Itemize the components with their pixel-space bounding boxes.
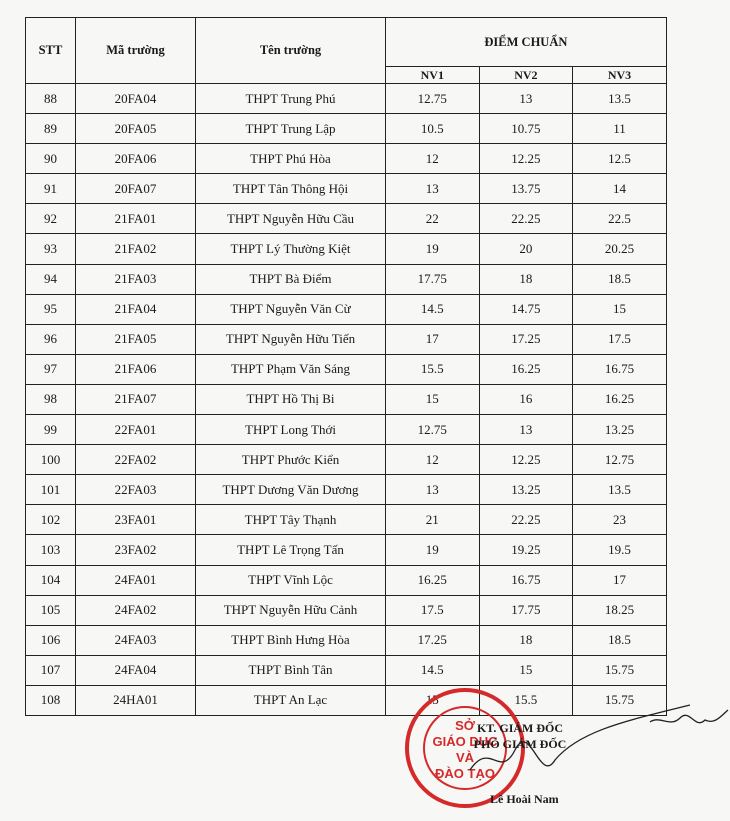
cell-nv3: 13.25 <box>573 415 667 445</box>
cell-nv1: 21 <box>386 505 480 535</box>
table-row <box>26 565 667 595</box>
table-row <box>26 655 667 685</box>
cell-nv3: 18.25 <box>573 595 667 625</box>
cell-school-code: 24FA01 <box>76 565 196 595</box>
cell-nv2: 13.75 <box>479 174 573 204</box>
cell-stt: 91 <box>26 174 76 204</box>
cell-stt: 106 <box>26 625 76 655</box>
table-row <box>26 595 667 625</box>
cell-nv2: 17.25 <box>479 324 573 354</box>
cell-school-name: THPT An Lạc <box>196 685 386 715</box>
cell-nv2: 18 <box>479 625 573 655</box>
table-row <box>26 535 667 565</box>
cell-stt: 98 <box>26 384 76 414</box>
cell-stt: 105 <box>26 595 76 625</box>
cell-stt: 93 <box>26 234 76 264</box>
cell-stt: 94 <box>26 264 76 294</box>
cell-stt: 95 <box>26 294 76 324</box>
header-nv3: NV3 <box>573 67 667 84</box>
cell-nv3: 23 <box>573 505 667 535</box>
cell-stt: 96 <box>26 324 76 354</box>
cell-school-code: 20FA05 <box>76 114 196 144</box>
cell-stt: 103 <box>26 535 76 565</box>
cell-nv3: 12.5 <box>573 144 667 174</box>
cell-stt: 99 <box>26 415 76 445</box>
cell-stt: 92 <box>26 204 76 234</box>
cell-nv1: 15.5 <box>386 354 480 384</box>
cell-nv2: 22.25 <box>479 204 573 234</box>
table-row <box>26 204 667 234</box>
cell-nv1: 17.25 <box>386 625 480 655</box>
cell-nv1: 13 <box>386 174 480 204</box>
cell-school-name: THPT Trung Lập <box>196 114 386 144</box>
cell-school-code: 21FA07 <box>76 384 196 414</box>
cell-nv3: 14 <box>573 174 667 204</box>
cell-school-code: 21FA05 <box>76 324 196 354</box>
signature-line-2: PHÓ GIÁM ĐỐC <box>473 737 567 751</box>
stamp-line: GIÁO DỤC <box>432 734 498 749</box>
cell-school-code: 21FA06 <box>76 354 196 384</box>
signature-line-1: KT. GIÁM ĐỐC <box>476 721 564 735</box>
handwritten-signature <box>460 700 730 800</box>
cell-nv3: 16.25 <box>573 384 667 414</box>
cell-nv1: 17 <box>386 324 480 354</box>
cell-school-code: 22FA03 <box>76 475 196 505</box>
table-row <box>26 174 667 204</box>
cell-nv3: 19.5 <box>573 535 667 565</box>
cell-nv2: 15 <box>479 655 573 685</box>
cell-stt: 104 <box>26 565 76 595</box>
cell-nv1: 22 <box>386 204 480 234</box>
cell-school-name: THPT Nguyễn Hữu Cảnh <box>196 595 386 625</box>
cell-nv2: 16.25 <box>479 354 573 384</box>
table-row <box>26 505 667 535</box>
cell-school-code: 24FA03 <box>76 625 196 655</box>
stamp-line: VÀ <box>455 750 475 765</box>
cell-nv3: 15 <box>573 294 667 324</box>
cell-nv3: 13.5 <box>573 84 667 114</box>
table-row <box>26 625 667 655</box>
cell-school-code: 21FA04 <box>76 294 196 324</box>
cell-stt: 97 <box>26 354 76 384</box>
cell-nv1: 15 <box>386 685 480 715</box>
table-row <box>26 475 667 505</box>
cell-school-code: 21FA03 <box>76 264 196 294</box>
cell-nv3: 15.75 <box>573 655 667 685</box>
cell-school-name: THPT Trung Phú <box>196 84 386 114</box>
stamp-line: ĐÀO TẠO <box>435 766 495 781</box>
cell-nv2: 14.75 <box>479 294 573 324</box>
cell-school-code: 20FA06 <box>76 144 196 174</box>
cell-nv2: 17.75 <box>479 595 573 625</box>
cell-stt: 102 <box>26 505 76 535</box>
table-header <box>26 18 667 84</box>
cell-nv3: 12.75 <box>573 445 667 475</box>
cell-stt: 90 <box>26 144 76 174</box>
cell-nv1: 12 <box>386 144 480 174</box>
cell-school-code: 24HA01 <box>76 685 196 715</box>
signer-name: Lê Hoài Nam <box>490 792 559 806</box>
cell-nv2: 19.25 <box>479 535 573 565</box>
header-nv1: NV1 <box>386 67 480 84</box>
cell-nv3: 15.75 <box>573 685 667 715</box>
cell-nv1: 16.25 <box>386 565 480 595</box>
cell-nv2: 20 <box>479 234 573 264</box>
cell-school-name: THPT Bình Tân <box>196 655 386 685</box>
table-row <box>26 354 667 384</box>
cell-school-name: THPT Vĩnh Lộc <box>196 565 386 595</box>
cell-nv1: 15 <box>386 384 480 414</box>
table-row <box>26 264 667 294</box>
cell-nv3: 18.5 <box>573 264 667 294</box>
cell-nv2: 13.25 <box>479 475 573 505</box>
cell-school-code: 20FA04 <box>76 84 196 114</box>
cell-nv2: 13 <box>479 415 573 445</box>
cell-school-name: THPT Phú Hòa <box>196 144 386 174</box>
cell-nv3: 16.75 <box>573 354 667 384</box>
cell-nv2: 16.75 <box>479 565 573 595</box>
cell-school-name: THPT Nguyễn Hữu Tiến <box>196 324 386 354</box>
admission-scores-table <box>25 17 667 716</box>
cell-school-name: THPT Phước Kiển <box>196 445 386 475</box>
cell-nv3: 17 <box>573 565 667 595</box>
cell-nv3: 17.5 <box>573 324 667 354</box>
table-row <box>26 114 667 144</box>
header-school-name: Tên trường <box>196 18 386 84</box>
cell-stt: 107 <box>26 655 76 685</box>
cell-nv1: 10.5 <box>386 114 480 144</box>
cell-nv3: 22.5 <box>573 204 667 234</box>
cell-school-code: 24FA02 <box>76 595 196 625</box>
cell-nv3: 20.25 <box>573 234 667 264</box>
table-row <box>26 144 667 174</box>
cell-stt: 89 <box>26 114 76 144</box>
cell-school-name: THPT Lê Trọng Tấn <box>196 535 386 565</box>
cell-school-code: 20FA07 <box>76 174 196 204</box>
cell-nv1: 19 <box>386 535 480 565</box>
cell-stt: 101 <box>26 475 76 505</box>
cell-stt: 88 <box>26 84 76 114</box>
cell-nv3: 11 <box>573 114 667 144</box>
table-row <box>26 445 667 475</box>
header-benchmark-score: ĐIỂM CHUẨN <box>386 18 667 67</box>
cell-school-name: THPT Phạm Văn Sáng <box>196 354 386 384</box>
cell-school-name: THPT Nguyễn Hữu Cầu <box>196 204 386 234</box>
header-school-code: Mã trường <box>76 18 196 84</box>
table-row <box>26 384 667 414</box>
cell-nv3: 18.5 <box>573 625 667 655</box>
cell-school-code: 23FA01 <box>76 505 196 535</box>
cell-nv1: 17.75 <box>386 264 480 294</box>
cell-school-name: THPT Tân Thông Hội <box>196 174 386 204</box>
header-stt: STT <box>26 18 76 84</box>
cell-nv1: 19 <box>386 234 480 264</box>
cell-nv2: 18 <box>479 264 573 294</box>
cell-stt: 100 <box>26 445 76 475</box>
cell-school-name: THPT Lý Thường Kiệt <box>196 234 386 264</box>
cell-school-code: 22FA02 <box>76 445 196 475</box>
cell-school-code: 23FA02 <box>76 535 196 565</box>
cell-nv1: 14.5 <box>386 294 480 324</box>
cell-school-name: THPT Dương Văn Dương <box>196 475 386 505</box>
cell-school-code: 22FA01 <box>76 415 196 445</box>
cell-nv2: 12.25 <box>479 445 573 475</box>
cell-stt: 108 <box>26 685 76 715</box>
cell-nv1: 17.5 <box>386 595 480 625</box>
table-row <box>26 294 667 324</box>
cell-nv2: 13 <box>479 84 573 114</box>
cell-school-name: THPT Bình Hưng Hòa <box>196 625 386 655</box>
cell-school-code: 24FA04 <box>76 655 196 685</box>
cell-school-code: 21FA01 <box>76 204 196 234</box>
cell-nv1: 13 <box>386 475 480 505</box>
cell-nv2: 10.75 <box>479 114 573 144</box>
cell-nv2: 16 <box>479 384 573 414</box>
cell-nv1: 12.75 <box>386 84 480 114</box>
cell-school-name: THPT Long Thới <box>196 415 386 445</box>
cell-school-code: 21FA02 <box>76 234 196 264</box>
table-body <box>26 84 667 716</box>
table-row <box>26 324 667 354</box>
cell-nv2: 15.5 <box>479 685 573 715</box>
cell-nv3: 13.5 <box>573 475 667 505</box>
table-row <box>26 415 667 445</box>
cell-nv2: 12.25 <box>479 144 573 174</box>
cell-school-name: THPT Tây Thạnh <box>196 505 386 535</box>
header-nv2: NV2 <box>479 67 573 84</box>
cell-school-name: THPT Bà Điểm <box>196 264 386 294</box>
cell-nv1: 14.5 <box>386 655 480 685</box>
stamp-line: SỞ <box>455 718 475 733</box>
cell-school-name: THPT Nguyễn Văn Cừ <box>196 294 386 324</box>
cell-school-name: THPT Hồ Thị Bi <box>196 384 386 414</box>
table-row <box>26 234 667 264</box>
cell-nv2: 22.25 <box>479 505 573 535</box>
cell-nv1: 12 <box>386 445 480 475</box>
cell-nv1: 12.75 <box>386 415 480 445</box>
table-row <box>26 84 667 114</box>
